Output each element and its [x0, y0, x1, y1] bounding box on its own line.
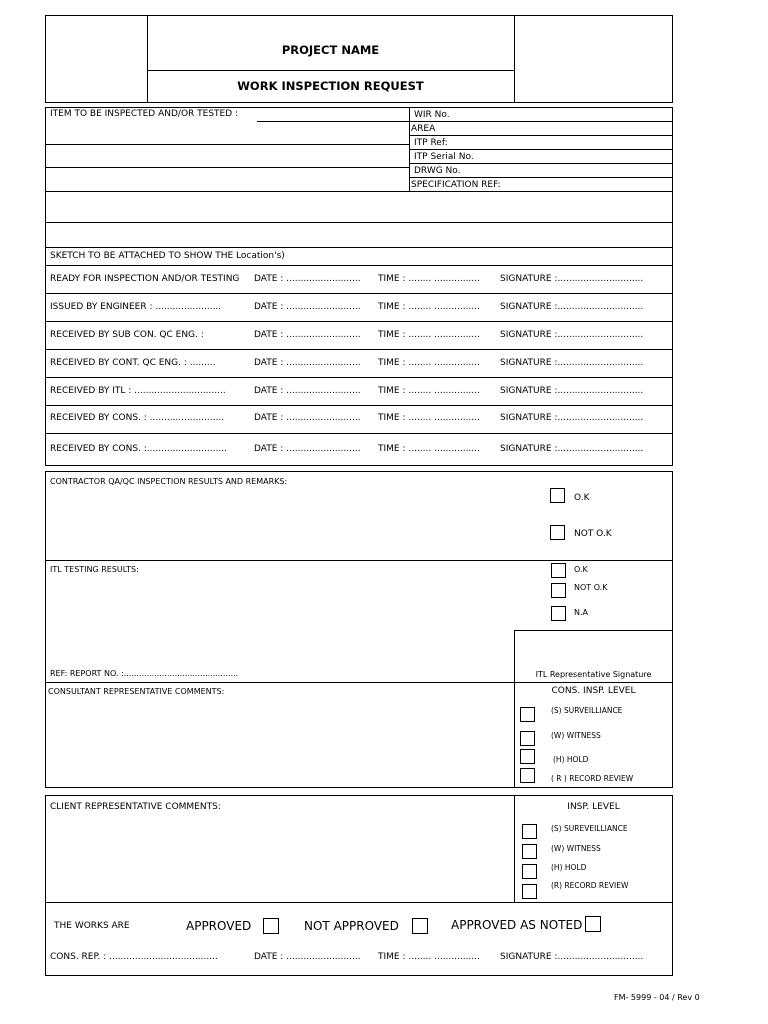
not-approved-label: NOT APPROVED: [304, 919, 399, 933]
itl-ok-label: O.K: [574, 565, 588, 574]
client-record-review-checkbox[interactable]: [522, 884, 537, 899]
sign-row-label: ISSUED BY ENGINEER : .......................: [50, 302, 222, 312]
consultant-record-review-checkbox[interactable]: [520, 768, 535, 783]
sign-row-label: READY FOR INSPECTION AND/OR TESTING: [50, 274, 240, 284]
consultant-title: CONSULTANT REPRESENTATIVE COMMENTS:: [48, 687, 225, 696]
sign-row-label: RECEIVED BY CONS. :............................: [50, 444, 227, 454]
sign-row-date[interactable]: DATE : ..........................: [254, 386, 361, 396]
itl-ok-checkbox[interactable]: [551, 563, 566, 578]
client-level-title: INSP. LEVEL: [567, 802, 620, 812]
approved-as-noted-label: APPROVED AS NOTED: [451, 918, 583, 932]
header-divider-right: [514, 15, 515, 103]
itl-not-ok-label: NOT O.K: [574, 583, 608, 592]
itl-na-label: N.A: [574, 608, 588, 617]
wir-no-field[interactable]: WIR No.: [414, 110, 450, 120]
approved-as-noted-checkbox[interactable]: [585, 916, 601, 932]
sign-row-label: RECEIVED BY ITL : ................................: [50, 386, 226, 396]
spec-ref-field[interactable]: SPECIFICATION REF:: [411, 180, 501, 190]
client-level-surveillance: (S) SUREVEILLIANCE: [551, 824, 628, 833]
contractor-title: CONTRACTOR QA/QC INSPECTION RESULTS AND REMARKS:: [50, 477, 288, 486]
contractor-ok-checkbox[interactable]: [550, 488, 565, 503]
item-label: ITEM TO BE INSPECTED AND/OR TESTED :: [50, 109, 239, 119]
sign-row-label: RECEIVED BY CONS. : ..........................: [50, 413, 225, 423]
cons-rep-time[interactable]: TIME : ........ ................: [378, 952, 480, 962]
consultant-witness-checkbox[interactable]: [520, 731, 535, 746]
itl-not-ok-checkbox[interactable]: [551, 583, 566, 598]
sign-row-signature[interactable]: SIGNATURE :..............................: [500, 444, 644, 454]
consultant-level-title: CONS. INSP. LEVEL: [551, 686, 636, 696]
sign-row-time[interactable]: TIME : ........ ................: [378, 358, 480, 368]
consultant-hold-checkbox[interactable]: [520, 749, 535, 764]
sign-row-signature[interactable]: SIGNATURE :..............................: [500, 330, 644, 340]
consultant-level-record-review: ( R ) RECORD REVIEW: [551, 774, 634, 783]
contractor-ok-label: O.K: [574, 493, 590, 503]
sign-row-time[interactable]: TIME : ........ ................: [378, 413, 480, 423]
consultant-level-witness: (W) WITNESS: [551, 731, 601, 740]
client-level-hold: (H) HOLD: [551, 863, 587, 872]
sign-row-time[interactable]: TIME : ........ ................: [378, 386, 480, 396]
contractor-not-ok-checkbox[interactable]: [550, 525, 565, 540]
sign-row-signature[interactable]: SIGNATURE :..............................: [500, 302, 644, 312]
approval-prefix: THE WORKS ARE: [54, 921, 130, 931]
itl-title: ITL TESTING RESULTS:: [50, 565, 139, 574]
form-title: WORK INSPECTION REQUEST: [237, 79, 424, 93]
contractor-not-ok-label: NOT O.K: [574, 529, 612, 539]
header-divider-mid: [147, 70, 514, 71]
cons-rep-signature[interactable]: SIGNATURE :..............................: [500, 952, 644, 962]
sign-row-time[interactable]: TIME : ........ ................: [378, 302, 480, 312]
client-title: CLIENT REPRESENTATIVE COMMENTS:: [50, 802, 221, 812]
drwg-no-field[interactable]: DRWG No.: [414, 166, 461, 176]
approved-checkbox[interactable]: [263, 918, 279, 934]
itl-signature-label: ITL Representative Signature: [535, 670, 652, 679]
sign-row-time[interactable]: TIME : ........ ................: [378, 444, 480, 454]
itl-ref-report[interactable]: REF: REPORT NO. :.............................................: [50, 669, 239, 678]
sign-row-signature[interactable]: SIGNATURE :..............................: [500, 274, 644, 284]
sign-row-date[interactable]: DATE : ..........................: [254, 413, 361, 423]
not-approved-checkbox[interactable]: [412, 918, 428, 934]
form-code: FM- 5999 - 04 / Rev 0: [614, 993, 700, 1002]
cons-rep-date[interactable]: DATE : ..........................: [254, 952, 361, 962]
consultant-surveillance-checkbox[interactable]: [520, 707, 535, 722]
sketch-note: SKETCH TO BE ATTACHED TO SHOW THE Location's): [50, 251, 285, 261]
item-underline-1: [257, 121, 409, 122]
itl-na-checkbox[interactable]: [551, 606, 566, 621]
sign-row-date[interactable]: DATE : ..........................: [254, 330, 361, 340]
consultant-level-surveillance: (S) SURVEILLIANCE: [551, 706, 623, 715]
sign-row-date[interactable]: DATE : ..........................: [254, 358, 361, 368]
item-underline-3: [45, 167, 409, 168]
client-hold-checkbox[interactable]: [522, 864, 537, 879]
client-surveillance-checkbox[interactable]: [522, 824, 537, 839]
area-field[interactable]: AREA: [411, 124, 436, 134]
sign-row-signature[interactable]: SIGNATURE :..............................: [500, 413, 644, 423]
sign-row-date[interactable]: DATE : ..........................: [254, 274, 361, 284]
sign-row-signature[interactable]: SIGNATURE :..............................: [500, 386, 644, 396]
sign-row-signature[interactable]: SIGNATURE :..............................: [500, 358, 644, 368]
itp-serial-field[interactable]: ITP Serial No.: [414, 152, 474, 162]
cons-rep-field[interactable]: CONS. REP. : ......................................: [50, 952, 218, 962]
sign-row-date[interactable]: DATE : ..........................: [254, 302, 361, 312]
itp-ref-field[interactable]: ITP Ref:: [414, 138, 448, 148]
client-witness-checkbox[interactable]: [522, 844, 537, 859]
client-level-witness: (W) WITNESS: [551, 844, 601, 853]
project-name: PROJECT NAME: [281, 43, 380, 57]
item-underline-2: [45, 144, 409, 145]
approved-label: APPROVED: [186, 919, 252, 933]
sign-row-time[interactable]: TIME : ........ ................: [378, 330, 480, 340]
sign-row-time[interactable]: TIME : ........ ................: [378, 274, 480, 284]
sign-row-label: RECEIVED BY CONT. QC ENG. : .........: [50, 358, 216, 368]
sign-row-date[interactable]: DATE : ..........................: [254, 444, 361, 454]
sign-row-label: RECEIVED BY SUB CON. QC ENG. :: [50, 330, 204, 340]
consultant-level-hold: (H) HOLD: [553, 755, 589, 764]
client-level-record-review: (R) RECORD REVIEW: [551, 881, 629, 890]
